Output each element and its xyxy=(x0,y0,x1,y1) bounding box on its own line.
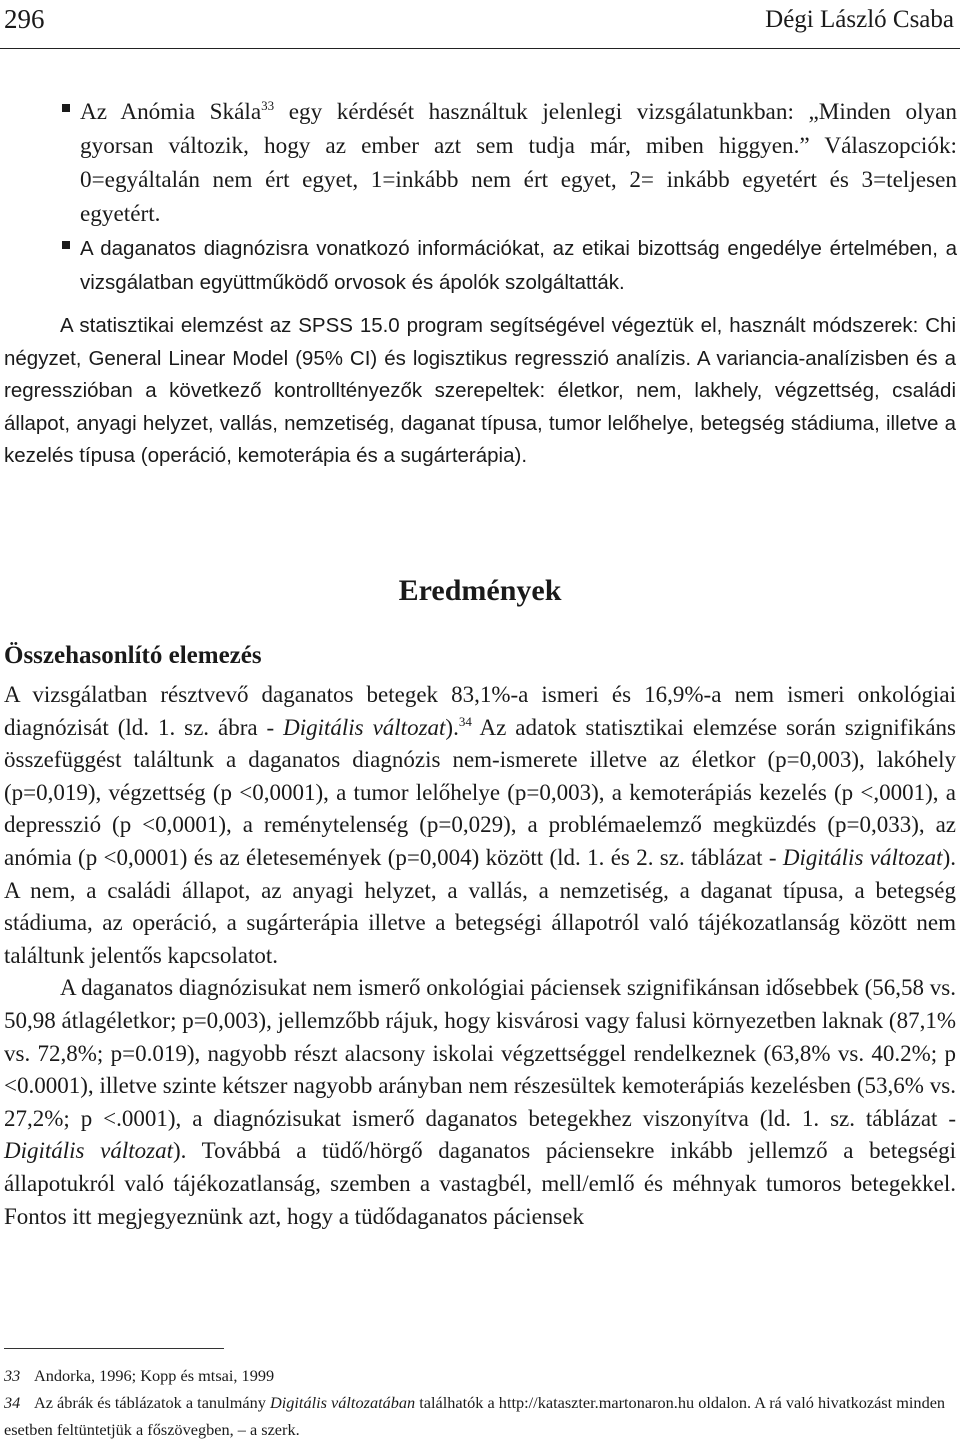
square-bullet-icon xyxy=(62,104,70,112)
footnote-divider xyxy=(4,1348,224,1349)
text-run: ). A nem, a családi állapot, az anyagi helyzet, a vallás, a nemzetiség, a daganat típusa, a betegség stádiuma, az operáció, a sugárterápia illetve a betegségi állapotról való tájékozatlanság között nem találtunk jelentős kapcsolatot. xyxy=(4,844,956,968)
results-body xyxy=(4,679,956,1233)
methods-text: A statisztikai elemzést az SPSS 15.0 program segítségével végeztük el, használt módszerek: Chi négyzet, General Linear Model (95% CI) és logisztikus regresszió analízis. A variancia-analízisben és a regresszióban a következő kontrolltényezők szerepeltek: életkor, nem, lakhely, végzettség, családi állapot, anyagi helyzet, vallás, nemzetiség, daganat típusa, tumor lelőhelye, betegség stádiuma, illetve a kezelés típusa (operáció, kemoterápia és a sugárterápia). xyxy=(4,314,956,467)
results-paragraph-1 xyxy=(4,679,956,972)
text-run: ). Továbbá a tüdő/hörgő daganatos páciensekre inkább jellemző a betegségi állapotukról való tájékozatlanság, szemben a vastagbél, mell/emlő és méhnyak tumoros betegekkel. Fontos itt megjegyeznünk azt, hogy a tüdődaganatos páciensek xyxy=(4,1138,956,1229)
bullet-item-anomia xyxy=(62,95,957,231)
section-heading-results: Eredmények xyxy=(398,574,562,607)
digital-version-ref: Digitális változat xyxy=(4,1138,174,1164)
footnote-ref-34[interactable]: 34 xyxy=(458,713,472,729)
footnote-33 xyxy=(4,1362,956,1389)
footnotes xyxy=(4,1362,956,1443)
page-header xyxy=(0,0,960,49)
footnote-34 xyxy=(4,1389,956,1443)
footnote-text: találhatók a http://kataszter.martonaron.hu oldalon. A rá való hivatkozást minden esetben feltüntetjük a főszövegben, – a szerk. xyxy=(4,1393,946,1439)
footnote-text: Andorka, 1996; Kopp és mtsai, 1999 xyxy=(34,1366,275,1385)
running-head-author: Dégi László Csaba xyxy=(765,6,954,33)
results-paragraph-2 xyxy=(4,972,956,1233)
text-run: ). xyxy=(445,714,459,740)
bullet-text-part: Az Anómia Skála xyxy=(80,99,262,125)
text-run: Az adatok statisztikai elemzése során szignifikáns összefüggést találtunk a daganatos diagnózis nem-ismerete illetve az életkor (p=0,003), lakóhely (p=0,019), végzettség (p <0,0001), a tumor lelőhelye (p=0,003), a kemoterápiás kezelés (p <,0001), a depresszió (p <0,0001), a reménytelenség (p=0,029), a problémaelemző megküzdés (p=0,033), az anómia (p <0,0001) és az életesemények (p=0,004) között (ld. 1. és 2. sz. táblázat - xyxy=(4,714,956,870)
bullet-text-anomia xyxy=(80,95,957,231)
footnote-text: Az ábrák és táblázatok a tanulmány xyxy=(34,1393,270,1412)
page-number: 296 xyxy=(4,4,45,34)
text-run: A daganatos diagnózisukat nem ismerő onkológiai páciensek szignifikánsan idősebbek (56,58 vs. 50,98 átlagéletkor; p=0,003), jellemzőbb rájuk, hogy kisvárosi vagy falusi környezetben laknak (87,1% vs. 72,8%; p=0.019), nagyobb részt alacsony iskolai végzettséggel rendelkeznek (63,8% vs. 40.2%; p <0.0001), illetve szinte kétszer nagyobb arányban nem részesültek kemoterápiás kezelésben (53,6% vs. 27,2%; p <.0001), a diagnózisukat ismerő daganatos betegekhez viszonyítva (ld. 1. sz. táblázat - xyxy=(4,975,956,1131)
footnote-number: 34 xyxy=(4,1393,21,1412)
bullet-text-part: egy kérdését használtuk jelenlegi vizsgálatunkban: „Minden olyan gyorsan változik, hogy az ember azt sem tudja már, miben higgyen.” Válaszopciók: 0=egyáltalán nem ért egyet, 1=inkább nem ért egyet, 2= inkább egyetért és 3=teljesen egyetért. xyxy=(80,99,957,227)
text-run: A vizsgálatban résztvevő daganatos betegek 83,1%-a ismeri és 16,9%-a nem ismeri onkológiai diagnózisát (ld. 1. sz. ábra - xyxy=(4,682,956,740)
footnote-number: 33 xyxy=(4,1366,21,1385)
methods-paragraph xyxy=(4,310,956,473)
digital-version-ref: Digitális változat xyxy=(283,714,446,740)
bullet-item-diagnosis xyxy=(62,232,957,300)
footnote-ref-33[interactable]: 33 xyxy=(261,98,275,113)
digital-version-ref: Digitális változat xyxy=(782,844,943,870)
bullet-text-diagnosis: A daganatos diagnózisra vonatkozó információkat, az etikai bizottság engedélye értelmében, a vizsgálatban együttműködő orvosok és ápolók szolgáltatták. xyxy=(80,237,957,294)
footnote-text-italic: Digitális változatában xyxy=(269,1393,416,1412)
subsection-heading: Összehasonlító elemezés xyxy=(4,642,262,669)
bullet-list xyxy=(62,95,957,300)
square-bullet-icon xyxy=(62,241,70,249)
